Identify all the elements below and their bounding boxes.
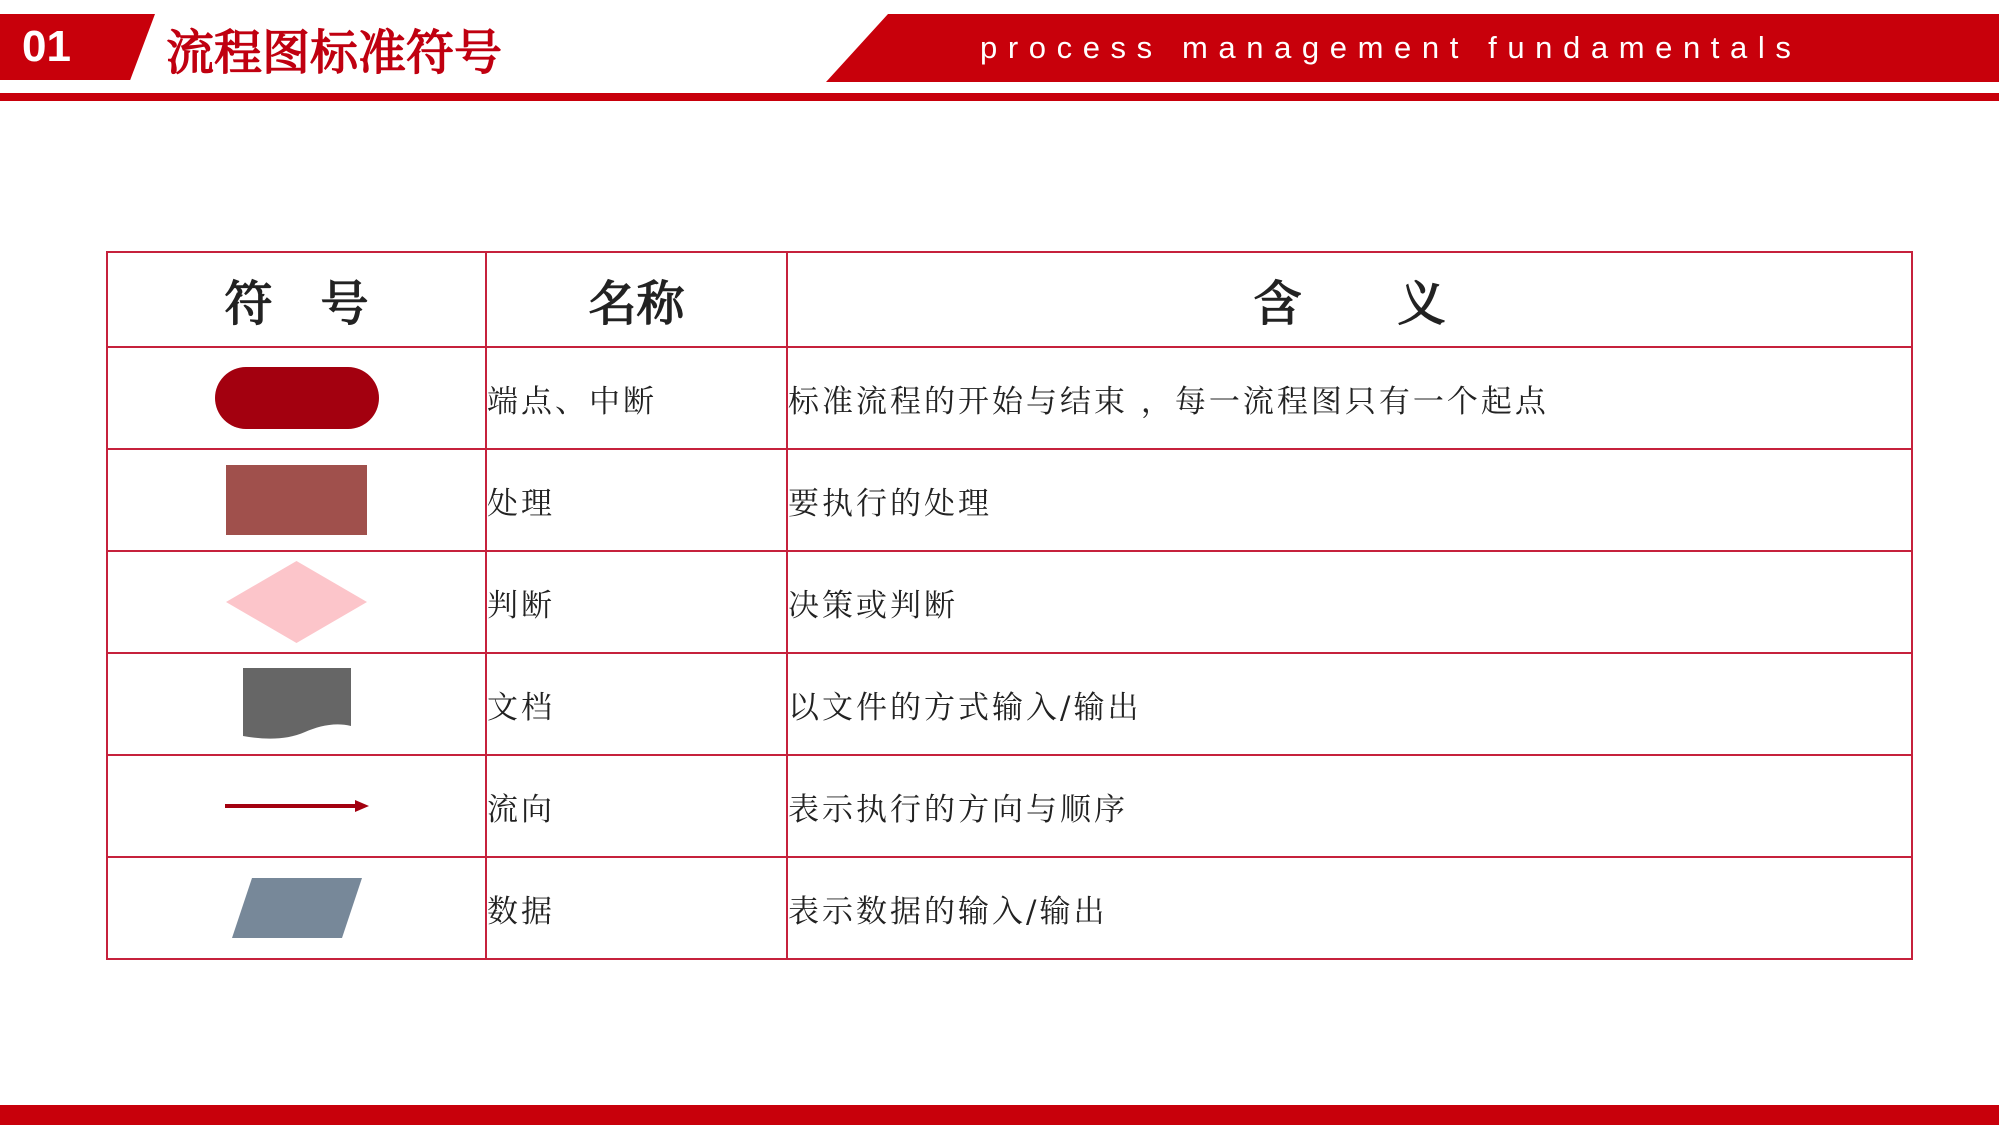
symbol-meaning: 表示执行的方向与顺序: [787, 755, 1912, 857]
column-header-name: 名称: [486, 252, 787, 347]
symbol-name: 端点、中断: [486, 347, 787, 449]
table-row: [107, 755, 1912, 857]
header-divider: [0, 93, 1999, 101]
table-row: [107, 347, 1912, 449]
table-row: [107, 449, 1912, 551]
symbol-name: 判断: [486, 551, 787, 653]
flowchart-symbols-table: [106, 251, 1913, 960]
flow-arrow-icon: [225, 798, 369, 814]
symbol-cell: [107, 755, 486, 857]
table-row: [107, 857, 1912, 959]
symbol-cell: [107, 857, 486, 959]
symbol-cell: [107, 347, 486, 449]
document-shape-icon: [243, 668, 351, 740]
data-shape-icon: [232, 878, 362, 938]
process-shape-icon: [226, 465, 367, 535]
decision-shape-icon: [226, 561, 367, 643]
symbol-meaning: 以文件的方式输入/输出: [787, 653, 1912, 755]
symbol-cell: [107, 653, 486, 755]
symbol-meaning: 标准流程的开始与结束 ，每一流程图只有一个起点: [787, 347, 1912, 449]
symbol-meaning: 表示数据的输入/输出: [787, 857, 1912, 959]
table-row: [107, 653, 1912, 755]
page-title: 流程图标准符号: [166, 25, 503, 81]
symbol-meaning: 决策或判断: [787, 551, 1912, 653]
symbol-name: 处理: [486, 449, 787, 551]
table-row: [107, 551, 1912, 653]
symbol-name: 流向: [486, 755, 787, 857]
symbol-meaning: 要执行的处理: [787, 449, 1912, 551]
symbol-cell: [107, 449, 486, 551]
header-subtitle: process management fundamentals: [980, 30, 1802, 65]
column-header-meaning: 含 义: [787, 252, 1912, 347]
table-header-row: [107, 252, 1912, 347]
column-header-symbol: 符 号: [107, 252, 486, 347]
terminal-shape-icon: [215, 367, 379, 429]
symbol-name: 数据: [486, 857, 787, 959]
slide-number: 01: [22, 22, 71, 71]
symbol-cell: [107, 551, 486, 653]
symbol-name: 文档: [486, 653, 787, 755]
footer-bar: [0, 1105, 1999, 1125]
